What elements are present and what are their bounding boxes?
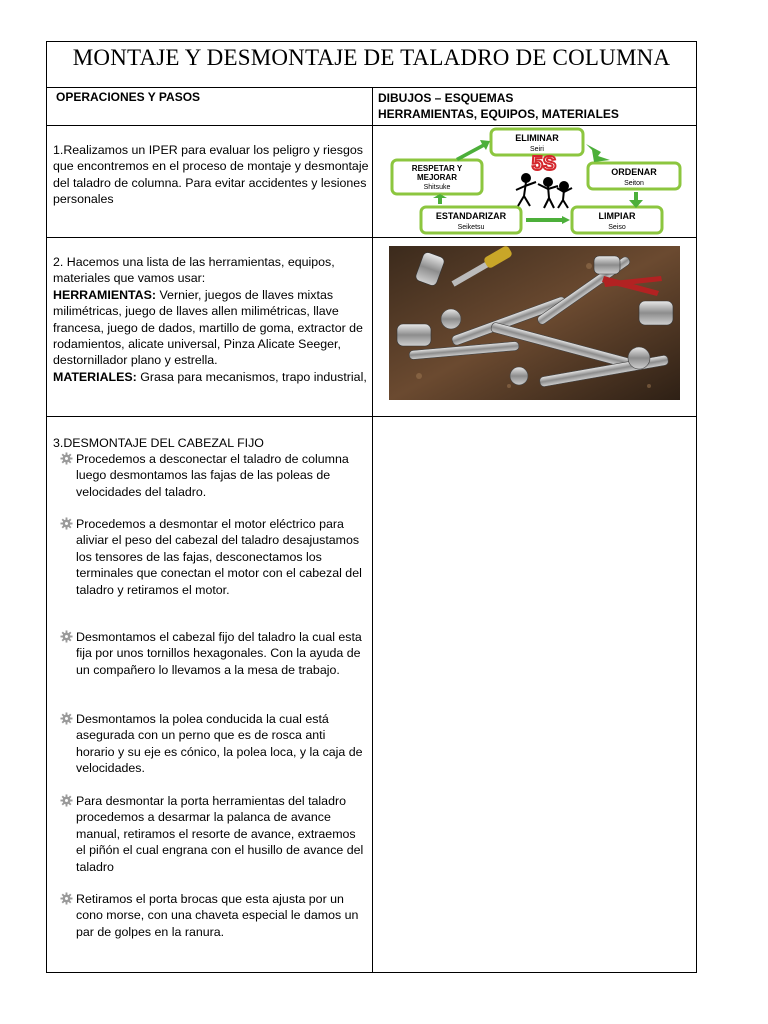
list-item-text: Desmontamos la polea conducida la cual está asegurada con un perno que es de rosca anti horario y su eje es cónico, la polea loca, y la caja de velocidades. — [76, 712, 363, 776]
svg-text:Seiri: Seiri — [529, 146, 545, 153]
five-s-center-label: 5S — [531, 153, 557, 175]
tools-photo — [389, 246, 680, 400]
tools-list: Vernier, juegos de llaves mixtas milimétricas, juego de llaves allen milimétricas, llave francesa, juego de dados, martillo de goma, extractor de rodamientos, alicate universal, Pinza Alicate Seeger, destornillador plano y estrella. — [53, 287, 363, 368]
gear-bullet-icon — [60, 452, 73, 465]
list-item — [76, 793, 366, 875]
step-2-text — [53, 254, 371, 385]
five-s-eliminar — [491, 129, 583, 155]
svg-text:ELIMINAR: ELIMINAR — [515, 133, 559, 143]
column-divider — [372, 88, 373, 972]
svg-text:Seiso: Seiso — [608, 224, 626, 231]
list-item — [76, 451, 366, 500]
gear-bullet-icon — [60, 794, 73, 807]
list-item — [76, 711, 366, 777]
svg-text:ORDENAR: ORDENAR — [611, 167, 657, 177]
column-header-line: DIBUJOS – ESQUEMAS — [378, 91, 514, 105]
row-divider — [47, 237, 696, 238]
row-divider — [47, 416, 696, 417]
svg-text:Seiketsu: Seiketsu — [457, 224, 485, 231]
gear-bullet-icon — [60, 630, 73, 643]
list-item-text: Retiramos el porta brocas que esta ajusta por un cono morse, con una chaveta especial le damos un par de golpes en la ranura. — [76, 892, 359, 939]
list-item-text: Desmontamos el cabezal fijo del taladro la cual esta fija por unos tornillos hexagonales. Con la ayuda de un compañero lo llevamos a la mesa de trabajo. — [76, 630, 362, 677]
list-item — [76, 891, 366, 940]
five-s-ordenar — [588, 163, 680, 189]
tools-label: HERRAMIENTAS: — [53, 287, 157, 302]
five-s-estandarizar — [421, 207, 521, 233]
five-s-limpiar — [572, 207, 662, 233]
step-1-text: 1.Realizamos un IPER para evaluar los peligro y riesgos que encontremos en el proceso de montaje y desmontaje del taladro de columna. Para evitar accidentes y lesiones personales — [53, 143, 369, 207]
list-item-text: Para desmontar la porta herramientas del taladro procedemos a desarmar la palanca de avance manual, retiramos el resorte de avance, extraemos el piñón el cual engrana con el husillo de avance del taladro — [76, 794, 364, 874]
svg-text:RESPETAR Y: RESPETAR Y — [411, 164, 463, 173]
svg-text:Shitsuke: Shitsuke — [423, 184, 451, 191]
five-s-respetar — [392, 160, 482, 194]
svg-text:LIMPIAR: LIMPIAR — [598, 211, 636, 221]
materials-list: Grasa para mecanismos, trapo industrial, — [136, 369, 367, 384]
list-item — [76, 629, 366, 678]
section-3-heading: 3.DESMONTAJE DEL CABEZAL FIJO — [53, 436, 264, 450]
list-item-text: Procedemos a desmontar el motor eléctrico para aliviar el peso del cabezal del taladro desajustamos los tensores de las fajas, desconectamos los terminales que conectan el motor con el cabezal del taladro y retiramos el motor. — [76, 517, 362, 597]
svg-text:MEJORAR: MEJORAR — [416, 173, 458, 182]
materials-label: MATERIALES: — [53, 369, 137, 384]
five-s-diagram — [386, 126, 686, 236]
step-2-intro: 2. Hacemos una lista de las herramientas, equipos, materiales que vamos usar: — [53, 255, 335, 286]
svg-text:ESTANDARIZAR: ESTANDARIZAR — [435, 211, 507, 221]
gear-bullet-icon — [60, 892, 73, 905]
gear-bullet-icon — [60, 517, 73, 530]
list-item-text: Procedemos a desconectar el taladro de columna luego desmontamos las fajas de las poleas de velocidades del taladro. — [76, 452, 349, 499]
document-table — [46, 41, 697, 973]
column-header-line: HERRAMIENTAS, EQUIPOS, MATERIALES — [378, 107, 619, 121]
column-header-drawings — [378, 90, 619, 122]
svg-text:Seiton: Seiton — [624, 180, 644, 187]
page-title: MONTAJE Y DESMONTAJE DE TALADRO DE COLUMNA — [47, 42, 696, 88]
gear-bullet-icon — [60, 712, 73, 725]
column-header-operations: OPERACIONES Y PASOS — [56, 90, 201, 104]
list-item — [76, 516, 366, 598]
